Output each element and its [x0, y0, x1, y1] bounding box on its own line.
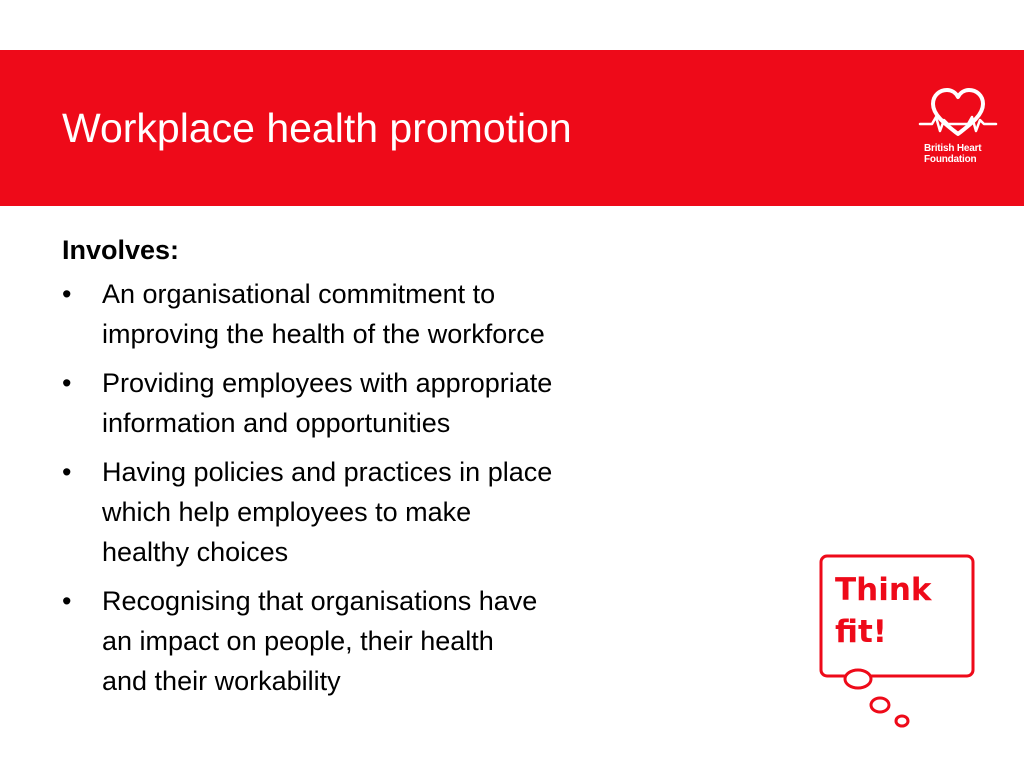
bullet-text-line: which help employees to make	[102, 497, 472, 527]
section-heading: Involves:	[62, 235, 180, 265]
bullet-text-line: information and opportunities	[102, 408, 451, 438]
think-fit-line-2: fit!	[835, 614, 887, 650]
think-fit-callout	[818, 553, 978, 733]
think-fit-text	[835, 569, 932, 653]
bullet-item	[62, 363, 702, 443]
bullet-list	[62, 274, 702, 701]
slide-title: Workplace health promotion	[62, 105, 572, 151]
bullet-text-line: Having policies and practices in place	[102, 457, 553, 487]
bullet-text-line: Recognising that organisations have	[102, 586, 538, 616]
heart-pulse-icon	[918, 86, 998, 142]
bullet-text-line: an impact on people, their health	[102, 626, 494, 656]
british-heart-foundation-logo	[918, 86, 998, 172]
bullet-item	[62, 581, 702, 701]
bullet-icon: •	[62, 586, 72, 616]
bullet-text-line: improving the health of the workforce	[102, 319, 545, 349]
bullet-text-line: Providing employees with appropriate	[102, 368, 553, 398]
bullet-text-line: healthy choices	[102, 537, 289, 567]
logo-text-line-1: British Heart	[924, 143, 982, 154]
bullet-icon: •	[62, 368, 72, 398]
bullet-item	[62, 452, 702, 572]
bullet-icon: •	[62, 457, 72, 487]
logo-text-line-2: Foundation	[924, 154, 977, 165]
bullet-text-line: and their workability	[102, 666, 341, 696]
bullet-text-line: An organisational commitment to	[102, 279, 496, 309]
bullet-item	[62, 274, 702, 354]
think-fit-line-1: Think	[835, 572, 932, 608]
slide-body	[62, 232, 702, 710]
bullet-icon: •	[62, 279, 72, 309]
